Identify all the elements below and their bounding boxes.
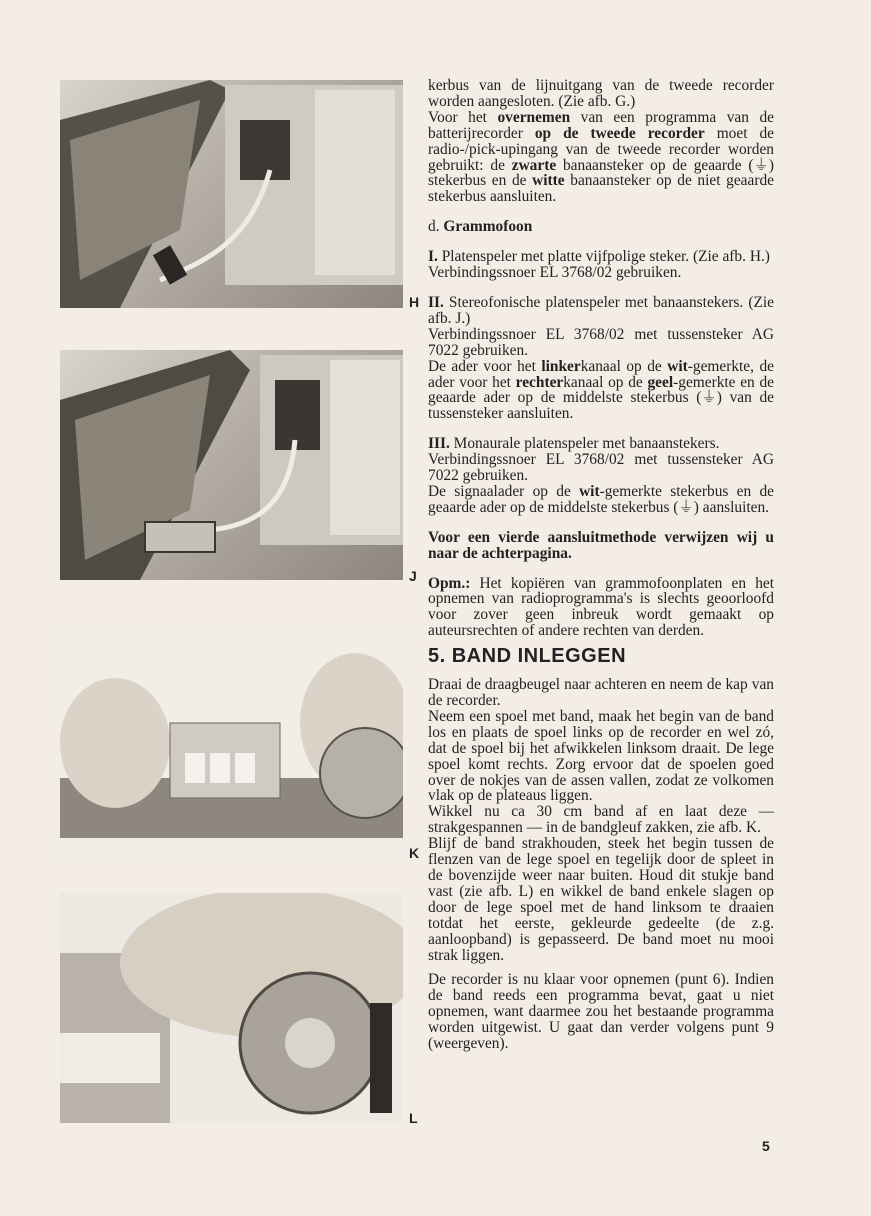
back-page-note: Voor een vierde aansluitmethode verwijzen wij u naar de achterpagina. [428, 528, 774, 562]
intro-paragraph-2: Voor het overnemen van een programma van de batterijrecorder op de tweede recorder moet de radio-/pick-upingang van de tweede recorder worden gebruikt: de zwarte banaansteker op de geaarde (⏚) stekerbus en de witte banaansteker op de niet geaarde stekerbus aansluiten. [428, 108, 774, 206]
grammofoon-title: d. Grammofoon [428, 218, 533, 236]
photo-figure-l [60, 893, 403, 1123]
section-ii-wiring: De ader voor het linkerkanaal op de wit-gemerkte, de ader voor het rechterkanaal op de geel-gemerkte en de geaarde ader op de middelste stekerbus (⏚) van de tussensteker aansluiten. [428, 357, 775, 423]
section-iii-wiring: De signaalader op de wit-gemerkte stekerbus en de geaarde ader op de middelste stekerbus (⏚) aansluiten. [428, 482, 774, 516]
band-paragraph-4: Blijf de band strakhouden, steek het begin tussen de flenzen van de lege spoel en tegelijk door de spleet in de bovenzijde weer naar buiten. Houd dit stukje band vast (zie afb. L) en wikkel de band enkele slagen op door de lege spoel met de hand linksom te draaien totdat het eerste, gekleurde gedeelte (de z.g. aanloopband) is gepasseerd. De band moet nu mooi strak liggen. [428, 835, 774, 964]
figure-label-l: L [409, 1110, 418, 1126]
section-iii-cable: Verbindingssnoer EL 3768/02 met tussensteker AG 7022 gebruiken. [428, 451, 774, 485]
photo-figure-h [60, 80, 403, 308]
page-number: 5 [762, 1138, 770, 1154]
band-paragraph-2: Neem een spoel met band, maak het begin van de band los en plaats de spoel links op de recorder en wel zó, dat de spoel bij het afwikkelen linksom draait. De lege spoel komt rechts. Zorg ervoor dat de spoelen goed over de nokjes van de assen vallen, zodat ze volkomen vlak op de plateaus liggen. [428, 707, 774, 805]
band-paragraph-1: Draai de draagbeugel naar achteren en neem de kap van de recorder. [428, 676, 774, 709]
band-paragraph-5: De recorder is nu klaar voor opnemen (punt 6). Indien de band reeds een programma bevat, gaat u niet opnemen, want daarmee zou het bestaande programma worden uitgewist. U gaat dan verder volgens punt 9 (weergeven). [428, 971, 774, 1053]
figure-label-k: K [409, 845, 420, 861]
section-i-cable: Verbindingssnoer EL 3768/02 gebruiken. [428, 264, 682, 282]
figure-label-h: H [409, 294, 420, 310]
intro-paragraph-1: kerbus van de lijnuitgang van de tweede recorder worden aangesloten. (Zie afb. G.) [428, 77, 774, 110]
section-ii: II. Stereofonische platenspeler met banaanstekers. (Zie afb. J.) [428, 293, 774, 327]
figure-label-j: J [409, 568, 417, 584]
section-ii-cable: Verbindingssnoer EL 3768/02 met tussensteker AG 7022 gebruiken. [428, 325, 774, 359]
text-column [428, 78, 774, 1052]
photo-figure-k [60, 628, 403, 860]
section-5-heading: 5. BAND INLEGGEN [428, 645, 627, 668]
section-iii: III. Monaurale platenspeler met banaanstekers. [428, 435, 720, 453]
band-paragraph-3: Wikkel nu ca 30 cm band af en laat deze — strakgespannen — in de bandgleuf zakken, zie afb. K. [428, 803, 774, 837]
photo-figure-j [60, 350, 403, 580]
opm-paragraph: Opm.: Het kopiëren van grammofoonplaten en het opnemen van radioprogramma's is slechts geoorloofd voor zover geen inbreuk wordt gemaakt op auteursrechten of andere rechten van derden. [428, 574, 774, 640]
section-i: I. Platenspeler met platte vijfpolige steker. (Zie afb. H.) [428, 248, 770, 266]
